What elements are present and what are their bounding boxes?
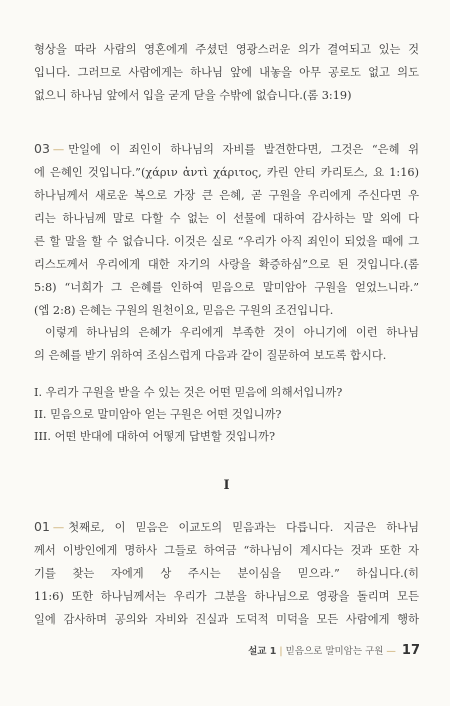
text-line: 형상을 따라 사람의 영혼에게 주셨던 영광스러운 의가 결여되고 있는 것: [34, 43, 419, 56]
text-line: 5:8) “너희가 그 은혜를 인하여 믿음으로 말미암아 구원을 얻었느니라.”: [34, 281, 419, 294]
text-line: 리는 하나님께 말로 다할 수 없는 이 선물에 대하여 감사하는 말 외에 다: [34, 212, 419, 225]
text-line: 없으니 하나님 앞에서 입을 굳게 닫을 수밖에 없습니다.(롬 3:19): [34, 89, 352, 102]
text-fragment: 만일에 이 죄인이 하나님의 자비를 발견한다면, 그것은 “은혜 위: [68, 143, 419, 156]
text-line: 하나님께서 새로운 복으로 가장 큰 은혜, 곧 구원을 우리에게 주신다면 우: [34, 189, 419, 202]
text-line: 께서 이방인에게 명하사 그들로 하여금 “하나님이 계시다는 것과 또한 자: [34, 544, 419, 557]
text-line: 입니다. 그러므로 사람에게는 하나님 앞에 내놓을 아무 공로도 없고 의도: [34, 66, 419, 79]
question-item: III. 어떤 반대에 대하여 어떻게 답변할 것입니까?: [34, 430, 276, 443]
paragraph-number: 03: [34, 141, 50, 156]
text-line: 일에 감사하며 공의와 자비와 진실과 도덕적 미덕을 모든 사람에게 행하: [34, 613, 419, 626]
paragraph-intro-questions: [34, 321, 419, 367]
text-line: 른 할 말을 할 수 없습니다. 이것은 실로 “우리가 아직 죄인이 되었을 때에 그: [34, 235, 419, 248]
number-dash: —: [52, 521, 65, 534]
paragraph-continuation: [34, 38, 419, 107]
sermon-tag: 설교 1: [248, 646, 277, 657]
section-heading: I: [223, 478, 230, 493]
paragraph-01: [34, 515, 419, 631]
text-line: 의 은혜를 받기 위하여 조심스럽게 다음과 같이 질문하여 보도록 합시다.: [34, 349, 387, 362]
text-line: 리스도께서 우리에게 대한 자기의 사랑을 확증하심”으로 된 것입니다.(롬: [34, 258, 419, 271]
sermon-title: 믿음으로 말미암는 구원: [285, 646, 384, 657]
text-line: 에 은혜인 것입니다.”(χάριν ἀντὶ χάριτος, 카린 안티 카리토스, 요 1:16): [34, 166, 419, 179]
number-dash: —: [52, 143, 65, 156]
question-list: [34, 382, 342, 448]
text-line: 이렇게 하나님의 은혜가 우리에게 부족한 것이 아니기에 이런 하나님: [45, 326, 419, 339]
paragraph-03: [34, 137, 419, 322]
page-footer: [0, 643, 420, 658]
page-number: 17: [401, 643, 420, 658]
text-line: [34, 515, 419, 539]
text-line: [34, 137, 419, 161]
footer-separator: |: [279, 646, 283, 657]
question-item: II. 믿음으로 말미암아 얻는 구원은 어떤 것입니까?: [34, 408, 282, 421]
text-line: 11:6) 또한 하나님께서는 우리가 그분을 하나님으로 영광을 돌리며 모든: [34, 590, 419, 603]
question-item: I. 우리가 구원을 받을 수 있는 것은 어떤 믿음에 의해서입니까?: [34, 386, 343, 399]
text-line: 기를 찾는 자에게 상 주시는 분이심을 믿으라.” 하십니다.(히: [34, 567, 419, 580]
text-line: (엡 2:8) 은혜는 구원의 원천이요, 믿음은 구원의 조건입니다.: [34, 304, 334, 317]
footer-dash: —: [386, 646, 396, 657]
paragraph-number: 01: [34, 519, 50, 534]
text-fragment: 첫째로, 이 믿음은 이교도의 믿음과는 다릅니다. 지금은 하나님: [68, 521, 419, 534]
